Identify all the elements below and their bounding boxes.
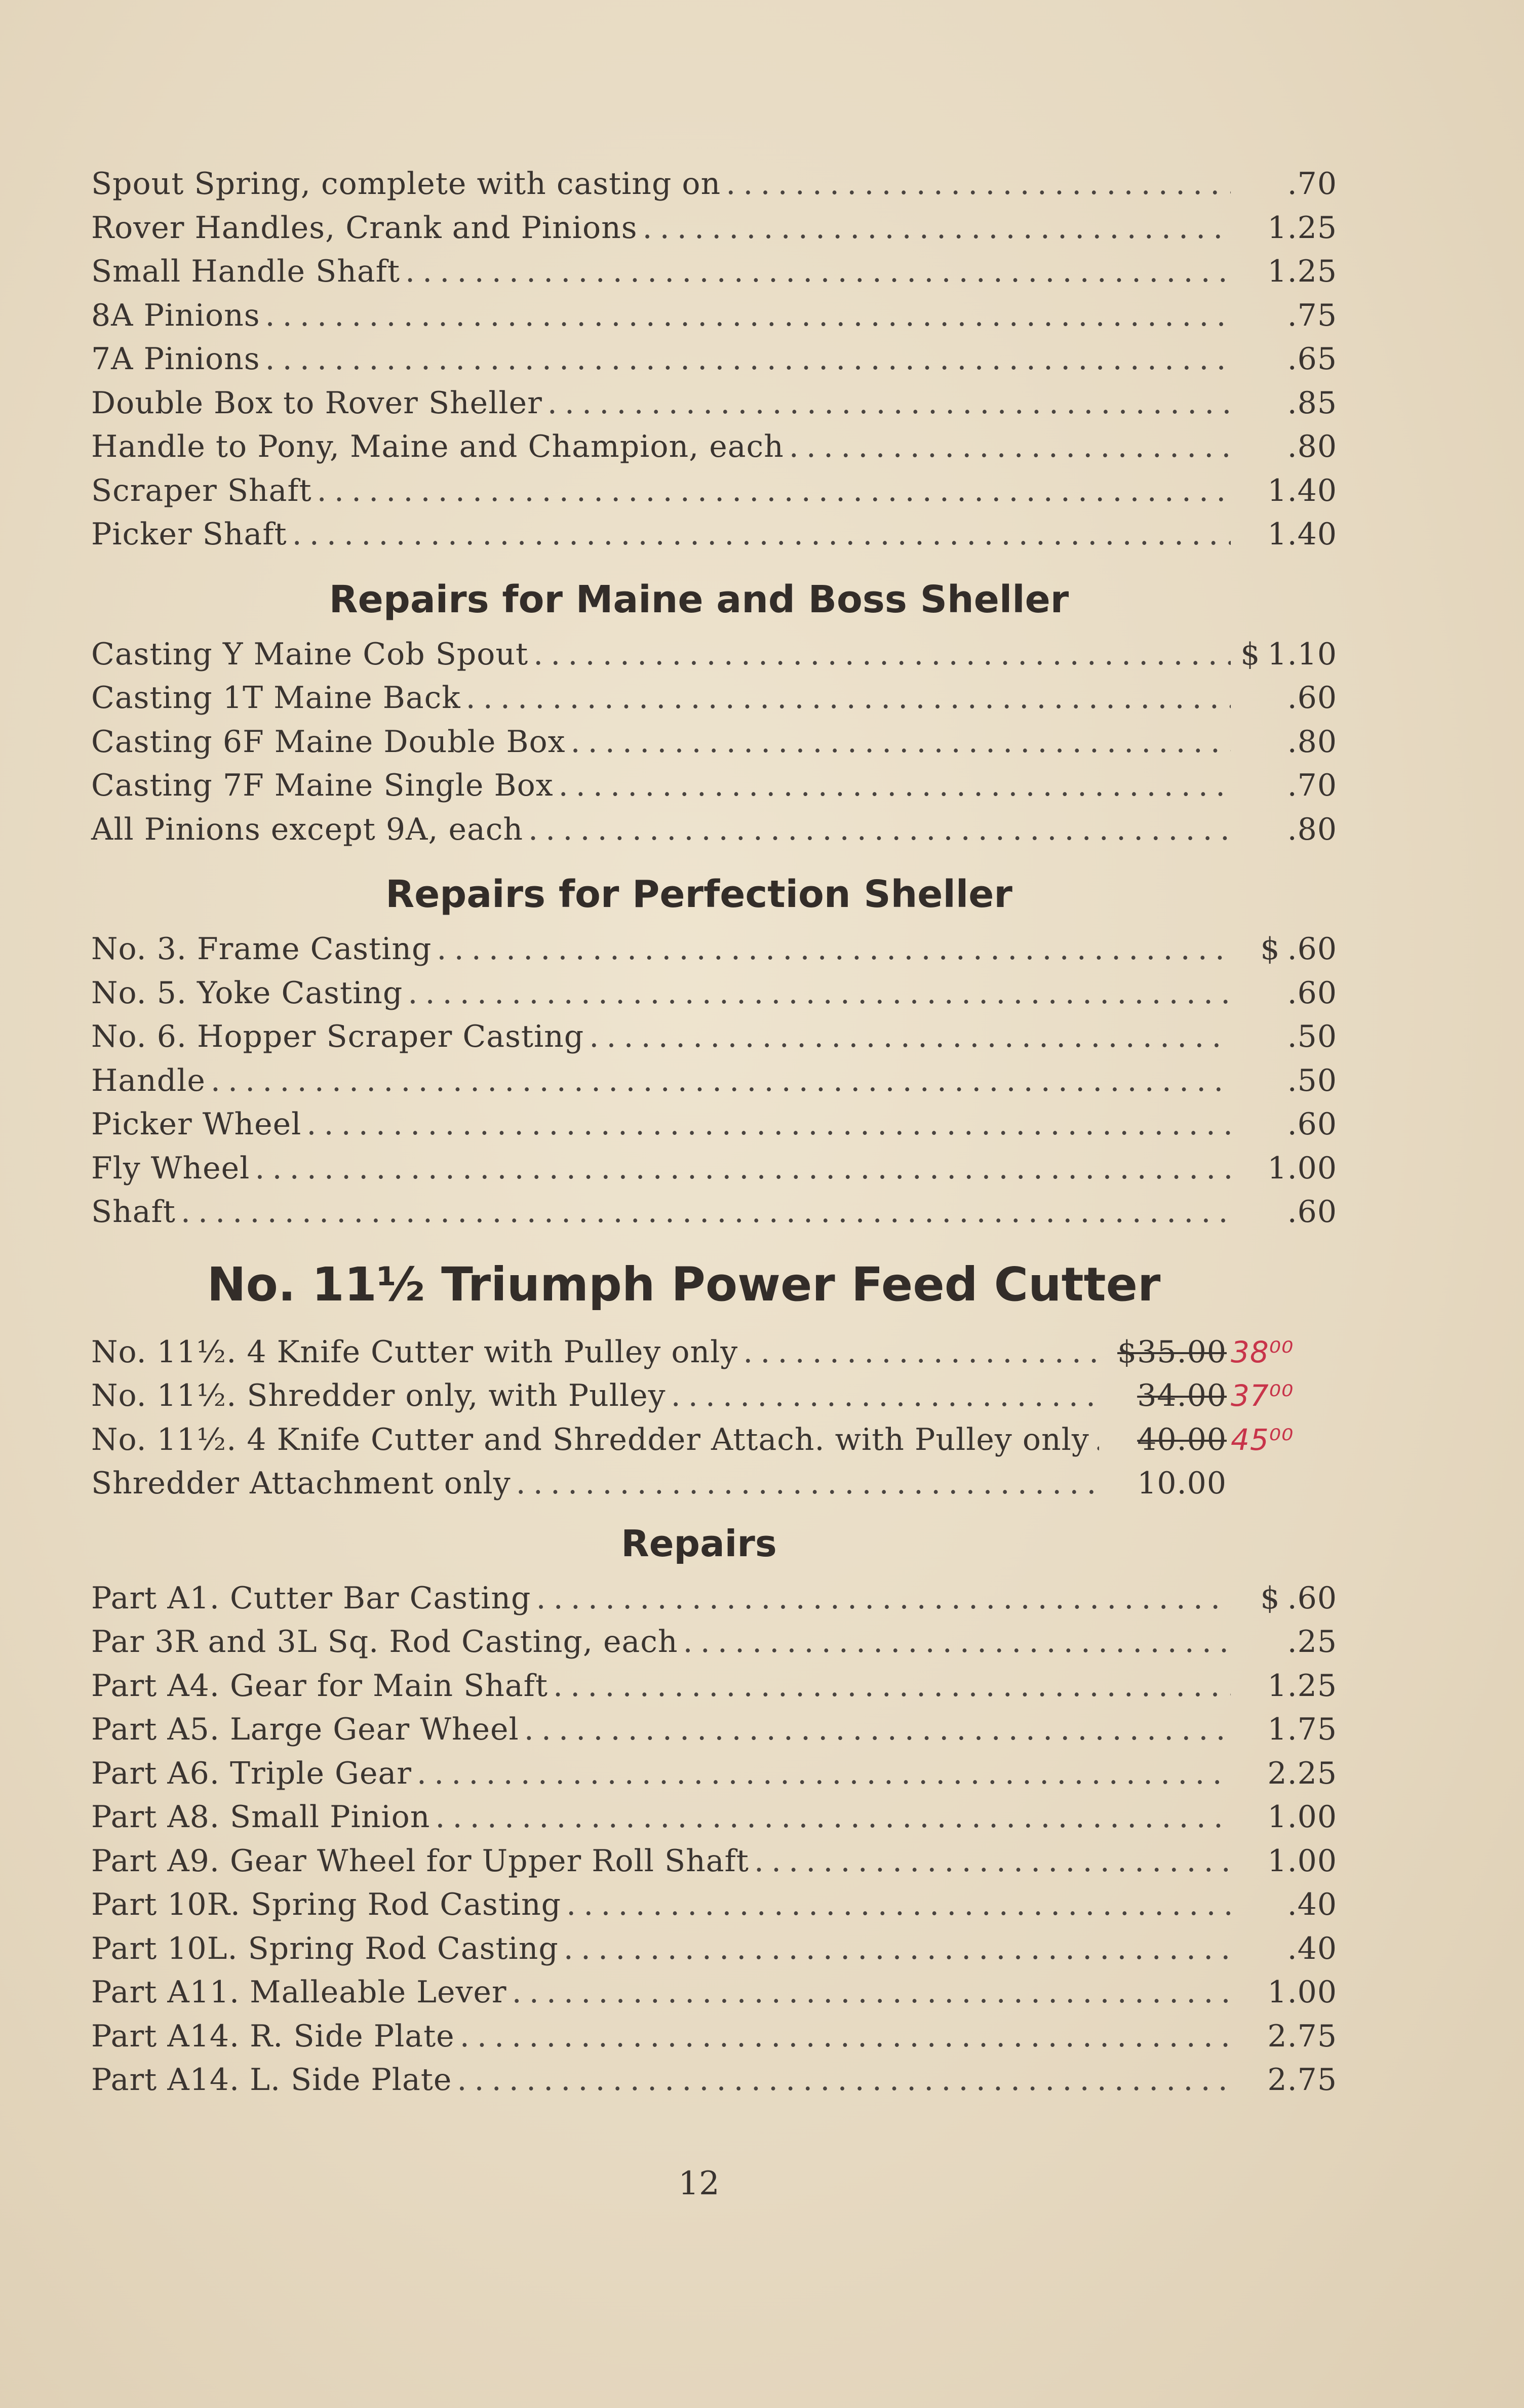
- item-label: Part A14. L. Side Plate: [91, 2062, 452, 2098]
- dollar-sign: $: [1260, 1580, 1280, 1616]
- item-label: Part A5. Large Gear Wheel: [91, 1712, 519, 1747]
- price-cell: [1236, 676, 1337, 720]
- triumph-heading: No. 11½ Triumph Power Feed Cutter: [207, 1257, 1161, 1312]
- dot-leader: [435, 1795, 1231, 1839]
- item-label: No. 6. Hopper Scraper Casting: [91, 1019, 584, 1054]
- price-cell: [1236, 1576, 1337, 1621]
- price-value: 1.75: [1267, 1712, 1337, 1747]
- price-cell: [1236, 162, 1337, 206]
- price-value: 34.00: [1137, 1378, 1227, 1413]
- dot-leader: [566, 1883, 1231, 1927]
- price-value: .40: [1287, 1930, 1337, 1966]
- item-label: Par 3R and 3L Sq. Rod Casting, each: [91, 1624, 678, 1660]
- price-cell: [1236, 1839, 1337, 1883]
- top-price-list: [91, 162, 1337, 557]
- price-cell: [1236, 633, 1337, 677]
- price-row: [91, 1462, 1337, 1506]
- item-label: Rover Handles, Crank and Pinions: [91, 210, 638, 246]
- price-cell: [1236, 1752, 1337, 1796]
- item-label: Part A1. Cutter Bar Casting: [91, 1580, 531, 1616]
- item-label: No. 11½. 4 Knife Cutter with Pulley only: [91, 1334, 738, 1370]
- price-row: [91, 1059, 1337, 1103]
- price-row: [91, 1970, 1337, 2015]
- price-value: .80: [1287, 429, 1337, 464]
- price-value: 2.75: [1267, 2018, 1337, 2054]
- price-value: 1.00: [1267, 1975, 1337, 2010]
- price-cell: [1104, 1418, 1337, 1462]
- price-cell: [1236, 971, 1337, 1015]
- dot-leader: [306, 1102, 1231, 1147]
- item-label: All Pinions except 9A, each: [91, 811, 524, 847]
- dollar-sign: $: [1240, 636, 1261, 672]
- item-label: No. 11½. Shredder only, with Pulley: [91, 1378, 666, 1413]
- price-value: 1.00: [1267, 1150, 1337, 1186]
- price-cell: [1236, 1795, 1337, 1839]
- price-cell: [1236, 206, 1337, 250]
- item-label: Shaft: [91, 1194, 176, 1230]
- price-cell: [1236, 764, 1337, 808]
- maine-boss-heading: Repairs for Maine and Boss Sheller: [329, 577, 1069, 621]
- dot-leader: [457, 2058, 1231, 2102]
- price-row: [91, 1708, 1337, 1752]
- handwritten-price-note: 37⁰⁰: [1231, 1378, 1294, 1413]
- item-label: 7A Pinions: [91, 341, 260, 377]
- perfection-heading: Repairs for Perfection Sheller: [385, 873, 1012, 916]
- price-row: [91, 512, 1337, 557]
- price-value: 1.00: [1267, 1843, 1337, 1879]
- dot-leader: [317, 469, 1231, 513]
- price-row: [91, 1190, 1337, 1234]
- dot-leader: [417, 1752, 1231, 1796]
- dollar-sign: $: [1260, 931, 1280, 967]
- price-row: [91, 1883, 1337, 1927]
- dot-leader: [466, 676, 1231, 720]
- price-row: [91, 1664, 1337, 1708]
- dot-leader: [265, 337, 1231, 381]
- item-label: Part 10L. Spring Rod Casting: [91, 1930, 559, 1966]
- price-row: [91, 1620, 1337, 1664]
- dot-leader: [536, 1576, 1231, 1621]
- dot-leader: [181, 1190, 1231, 1234]
- price-row: [91, 250, 1337, 294]
- price-value: 1.25: [1267, 254, 1337, 289]
- price-cell: [1236, 1015, 1337, 1059]
- price-row: [91, 337, 1337, 381]
- price-value: .60: [1287, 931, 1337, 967]
- price-value: .65: [1287, 341, 1337, 377]
- price-value: 2.75: [1267, 2062, 1337, 2098]
- price-value: 2.25: [1267, 1755, 1337, 1791]
- item-label: No. 5. Yoke Casting: [91, 975, 403, 1011]
- dot-leader: [408, 971, 1231, 1015]
- dot-leader: [743, 1330, 1099, 1374]
- price-row: [91, 764, 1337, 808]
- price-cell: [1236, 337, 1337, 381]
- dot-leader: [726, 162, 1231, 206]
- maine-boss-section: [91, 557, 1337, 852]
- price-cell: [1236, 1708, 1337, 1752]
- price-value: 1.10: [1267, 636, 1337, 672]
- price-row: [91, 162, 1337, 206]
- price-row: [91, 1102, 1337, 1147]
- dot-leader: [571, 720, 1231, 764]
- price-cell: [1104, 1462, 1337, 1506]
- price-row: [91, 2015, 1337, 2059]
- price-value: 1.40: [1267, 472, 1337, 508]
- item-label: Part A11. Malleable Lever: [91, 1975, 507, 2010]
- price-cell: [1236, 1059, 1337, 1103]
- item-label: Picker Wheel: [91, 1107, 302, 1142]
- price-cell: [1236, 425, 1337, 469]
- item-label: Spout Spring, complete with casting on: [91, 166, 721, 202]
- dot-leader: [211, 1059, 1231, 1103]
- price-value: .85: [1287, 385, 1337, 421]
- dot-leader: [528, 808, 1231, 852]
- item-label: Part A6. Triple Gear: [91, 1755, 412, 1791]
- item-label: Fly Wheel: [91, 1150, 250, 1186]
- price-row: [91, 294, 1337, 338]
- price-row: [91, 469, 1337, 513]
- price-row: [91, 1015, 1337, 1059]
- dot-leader: [512, 1970, 1231, 2015]
- price-row: [91, 1418, 1337, 1462]
- item-label: Part A14. R. Side Plate: [91, 2018, 455, 2054]
- dot-leader: [589, 1015, 1231, 1059]
- price-row: [91, 633, 1337, 677]
- dot-leader: [292, 512, 1231, 557]
- price-value: .60: [1287, 1194, 1337, 1230]
- price-cell: [1236, 2015, 1337, 2059]
- repairs-section: [91, 1506, 1337, 2102]
- dot-leader: [255, 1147, 1231, 1191]
- price-row: [91, 425, 1337, 469]
- item-label: Small Handle Shaft: [91, 254, 400, 289]
- item-label: Part A9. Gear Wheel for Upper Roll Shaft: [91, 1843, 749, 1879]
- price-cell: [1236, 250, 1337, 294]
- item-label: Handle: [91, 1062, 206, 1098]
- dot-leader: [754, 1839, 1231, 1883]
- price-row: [91, 1576, 1337, 1621]
- handwritten-price-note: 38⁰⁰: [1231, 1334, 1294, 1369]
- price-cell: [1236, 1102, 1337, 1147]
- price-cell: [1104, 1374, 1337, 1418]
- item-label: Scraper Shaft: [91, 472, 312, 508]
- price-row: [91, 676, 1337, 720]
- price-value: .50: [1287, 1019, 1337, 1054]
- price-row: [91, 808, 1337, 852]
- triumph-section: [91, 1234, 1337, 1506]
- price-value: 1.25: [1267, 1668, 1337, 1704]
- price-row: [91, 1752, 1337, 1796]
- price-cell: [1236, 1147, 1337, 1191]
- item-label: Casting 6F Maine Double Box: [91, 724, 566, 760]
- price-value: .40: [1287, 1887, 1337, 1922]
- dot-leader: [789, 425, 1231, 469]
- dot-leader: [671, 1374, 1099, 1418]
- price-row: [91, 927, 1337, 971]
- item-label: Casting 7F Maine Single Box: [91, 768, 554, 803]
- price-row: [91, 1839, 1337, 1883]
- price-value: .60: [1287, 1580, 1337, 1616]
- price-cell: [1236, 2058, 1337, 2102]
- item-label: 8A Pinions: [91, 297, 260, 333]
- price-row: [91, 1927, 1337, 1971]
- perfection-list: [91, 927, 1337, 1234]
- item-label: Double Box to Rover Sheller: [91, 385, 542, 421]
- price-value: .50: [1287, 1062, 1337, 1098]
- price-cell: [1236, 1927, 1337, 1971]
- dot-leader: [516, 1462, 1099, 1506]
- price-row: [91, 971, 1337, 1015]
- item-label: No. 3. Frame Casting: [91, 931, 432, 967]
- price-row: [91, 720, 1337, 764]
- price-cell: [1236, 1190, 1337, 1234]
- price-cell: [1236, 808, 1337, 852]
- price-cell: [1236, 1970, 1337, 2015]
- item-label: Picker Shaft: [91, 517, 287, 552]
- price-cell: [1236, 294, 1337, 338]
- price-value: .80: [1287, 724, 1337, 760]
- item-label: Casting 1T Maine Back: [91, 680, 461, 716]
- price-value: 1.25: [1267, 210, 1337, 246]
- item-label: Casting Y Maine Cob Spout: [91, 636, 529, 672]
- repairs-list: [91, 1576, 1337, 2102]
- dot-leader: [548, 381, 1231, 425]
- price-value: .25: [1287, 1624, 1337, 1660]
- price-cell: [1236, 1664, 1337, 1708]
- item-label: Part A8. Small Pinion: [91, 1799, 431, 1835]
- dot-leader: [1095, 1418, 1099, 1462]
- price-value: .70: [1287, 166, 1337, 202]
- price-row: [91, 1374, 1337, 1418]
- dot-leader: [564, 1927, 1231, 1971]
- dot-leader: [524, 1708, 1231, 1752]
- price-row: [91, 1330, 1337, 1374]
- price-value: .60: [1287, 680, 1337, 716]
- dot-leader: [559, 764, 1231, 808]
- triumph-list: [91, 1330, 1337, 1506]
- price-value: $35.00: [1117, 1334, 1227, 1370]
- dot-leader: [265, 294, 1231, 338]
- item-label: Handle to Pony, Maine and Champion, each: [91, 429, 784, 464]
- dot-leader: [553, 1664, 1231, 1708]
- price-row: [91, 1795, 1337, 1839]
- price-value: 10.00: [1137, 1466, 1227, 1501]
- perfection-section: [91, 851, 1337, 1234]
- price-cell: [1236, 720, 1337, 764]
- price-row: [91, 381, 1337, 425]
- price-value: .70: [1287, 768, 1337, 803]
- price-value: .60: [1287, 975, 1337, 1011]
- page-number: 12: [678, 2165, 720, 2202]
- price-value: 1.40: [1267, 517, 1337, 552]
- price-value: 1.00: [1267, 1799, 1337, 1835]
- price-cell: [1236, 512, 1337, 557]
- repairs-heading: Repairs: [621, 1522, 777, 1565]
- price-cell: [1236, 927, 1337, 971]
- dot-leader: [643, 206, 1231, 250]
- price-cell: [1236, 1620, 1337, 1664]
- price-value: 40.00: [1137, 1422, 1227, 1457]
- price-row: [91, 2058, 1337, 2102]
- dot-leader: [437, 927, 1231, 971]
- price-list: [91, 162, 1337, 2102]
- price-row: [91, 1147, 1337, 1191]
- price-value: .60: [1287, 1107, 1337, 1142]
- item-label: Shredder Attachment only: [91, 1466, 511, 1501]
- price-value: .80: [1287, 811, 1337, 847]
- dot-leader: [683, 1620, 1231, 1664]
- dot-leader: [405, 250, 1231, 294]
- price-cell: [1236, 381, 1337, 425]
- price-cell: [1104, 1330, 1337, 1374]
- item-label: Part 10R. Spring Rod Casting: [91, 1887, 562, 1922]
- price-value: .75: [1287, 297, 1337, 333]
- handwritten-price-note: 45⁰⁰: [1231, 1422, 1294, 1457]
- price-row: [91, 206, 1337, 250]
- item-label: No. 11½. 4 Knife Cutter and Shredder Attach. with Pulley only: [91, 1422, 1089, 1457]
- price-cell: [1236, 1883, 1337, 1927]
- maine-boss-list: [91, 633, 1337, 852]
- dot-leader: [460, 2015, 1231, 2059]
- price-cell: [1236, 469, 1337, 513]
- dot-leader: [533, 633, 1231, 677]
- item-label: Part A4. Gear for Main Shaft: [91, 1668, 548, 1704]
